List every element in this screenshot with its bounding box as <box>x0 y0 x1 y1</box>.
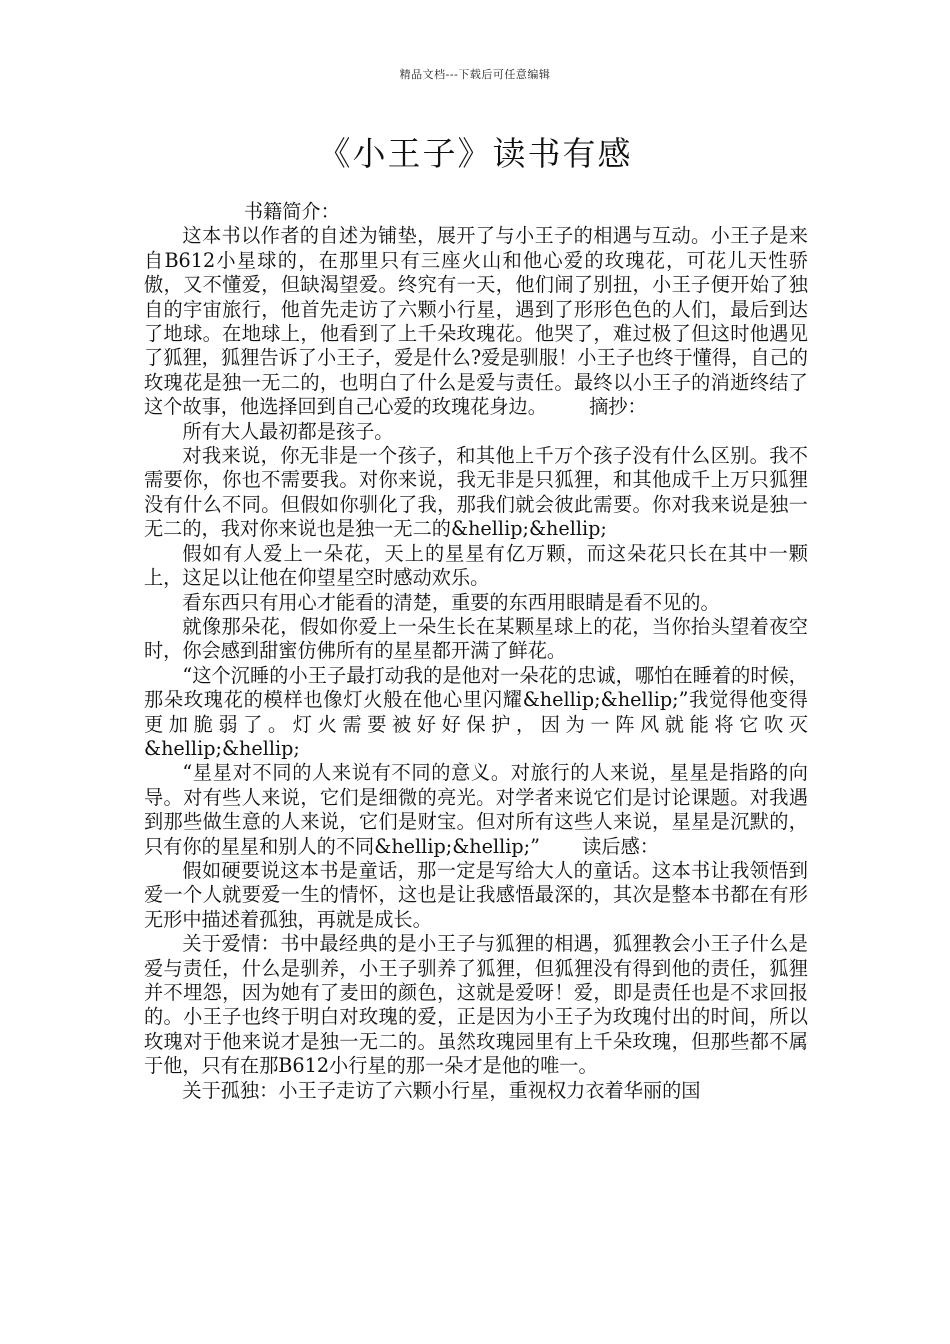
excerpt-heading: 摘抄： <box>589 395 647 419</box>
paragraph-text: “星星对不同的人来说有不同的意义。对旅行的人来说，星星是指路的向导。对有些人来说，它们是细微的亮光。对学者来说它们是讨论课题。对我遇到那些做生意的人来说，它们是财宝。但对所有这些人来说，星星是沉默的，只有你的星星和别人的不同&hellip;&hellip;” <box>144 761 808 858</box>
paragraph-quote: 就像那朵花，假如你爱上一朵生长在某颗星球上的花，当你抬头望着夜空时，你会感到甜蜜仿佛所有的星星都开满了鲜花。 <box>144 614 808 663</box>
paragraph-on-loneliness: 关于孤独：小王子走访了六颗小行星，重视权力衣着华丽的国 <box>182 1078 701 1102</box>
reflection-heading: 读后感： <box>582 834 659 858</box>
paragraph-quote: “这个沉睡的小王子最打动我的是他对一朵花的忠诚，哪怕在睡着的时候，那朵玫瑰花的模样也像灯火般在他心里闪耀&hellip;&hellip;”我觉得他变得更加脆弱了。灯火需要被好好保护，因为一阵风就能将它吹灭&hellip;&hellip; <box>144 663 808 760</box>
header-note: 精品文档---下载后可任意编辑 <box>399 68 551 81</box>
paragraph-reflection: 假如硬要说这本书是童话，那一定是写给大人的童话。这本书让我领悟到爱一个人就要爱一生的情怀，这也是让我感悟最深的，其次是整本书都在有形无形中描述着孤独，再就是成长。 <box>144 858 808 931</box>
paragraph-book-intro-heading: 书籍简介： <box>243 200 340 223</box>
paragraph-quote: 对我来说，你无非是一个孩子，和其他上千万个孩子没有什么区别。我不需要你，你也不需要我。对你来说，我无非是只狐狸，和其他成千上万只狐狸没有什么不同。但假如你驯化了我，那我们就会彼此需要。你对我来说是独一无二的，我对你来说也是独一无二的&hellip;&hellip; <box>144 444 808 541</box>
paragraph-quote: 假如有人爱上一朵花，天上的星星有亿万颗，而这朵花只长在其中一颗上，这足以让他在仰望星空时感动欢乐。 <box>144 541 808 590</box>
document-body <box>144 200 808 1103</box>
paragraph-quote <box>144 761 808 859</box>
paragraph-text: 这本书以作者的自述为铺垫，展开了与小王子的相遇与互动。小王子是来自B612小星球的，在那里只有三座火山和他心爱的玫瑰花，可花儿天性骄傲，又不懂爱，但缺渴望爱。终究有一天，他们闹了别扭，小王子便开始了独自的宇宙旅行，他首先走访了六颗小行星，遇到了形形色色的人们，最后到达了地球。在地球上，他看到了上千朵玫瑰花。他哭了，难过极了但这时他遇见了狐狸，狐狸告诉了小王子，爱是什么?爱是驯服！小王子也终于懂得，自己的玫瑰花是独一无二的，也明白了什么是爱与责任。最终以小王子的消逝终结了这个故事，他选择回到自己心爱的玫瑰花身边。 <box>144 224 808 419</box>
paragraph-book-summary <box>144 224 808 419</box>
document-title: 《小王子》读书有感 <box>317 134 633 173</box>
paragraph-quote: 所有大人最初都是孩子。 <box>182 419 394 443</box>
paragraph-quote: 看东西只有用心才能看的清楚，重要的东西用眼睛是看不见的。 <box>182 590 720 614</box>
paragraph-on-love: 关于爱情：书中最经典的是小王子与狐狸的相遇，狐狸教会小王子什么是爱与责任，什么是驯养，小王子驯养了狐狸，但狐狸没有得到他的责任，狐狸并不埋怨，因为她有了麦田的颜色，这就是爱呀！爱，即是责任也是不求回报的。小王子也终于明白对玫瑰的爱，正是因为小王子为玫瑰付出的时间，所以玫瑰对于他来说才是独一无二的。虽然玫瑰园里有上千朵玫瑰，但那些都不属于他，只有在那B612小行星的那一朵才是他的唯一。 <box>144 932 808 1078</box>
